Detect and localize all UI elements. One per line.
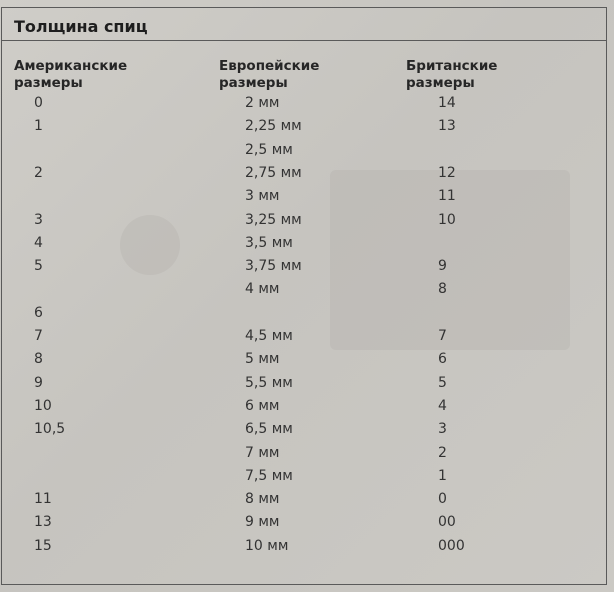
cell-american: 6 bbox=[34, 305, 43, 321]
cell-british: 10 bbox=[438, 212, 456, 228]
table-title: Толщина спиц bbox=[14, 17, 148, 36]
cell-european: 9 мм bbox=[245, 514, 280, 530]
cell-british: 8 bbox=[438, 281, 447, 297]
cell-british: 000 bbox=[438, 538, 465, 554]
cell-european: 7,5 мм bbox=[245, 468, 293, 484]
table-frame bbox=[1, 7, 607, 585]
cell-european: 2 мм bbox=[245, 95, 280, 111]
header-european-sizes bbox=[219, 58, 319, 92]
header-line: размеры bbox=[219, 75, 288, 91]
cell-european: 5,5 мм bbox=[245, 375, 293, 391]
cell-british: 2 bbox=[438, 445, 447, 461]
cell-european: 8 мм bbox=[245, 491, 280, 507]
cell-european: 3,25 мм bbox=[245, 212, 302, 228]
cell-british: 11 bbox=[438, 188, 456, 204]
cell-british: 14 bbox=[438, 95, 456, 111]
cell-american: 4 bbox=[34, 235, 43, 251]
cell-american: 7 bbox=[34, 328, 43, 344]
cell-american: 2 bbox=[34, 165, 43, 181]
cell-european: 3,75 мм bbox=[245, 258, 302, 274]
cell-european: 4 мм bbox=[245, 281, 280, 297]
title-bar bbox=[1, 7, 607, 41]
cell-american: 9 bbox=[34, 375, 43, 391]
cell-british: 12 bbox=[438, 165, 456, 181]
cell-european: 7 мм bbox=[245, 445, 280, 461]
cell-european: 2,5 мм bbox=[245, 142, 293, 158]
header-british-sizes bbox=[406, 58, 497, 92]
cell-american: 13 bbox=[34, 514, 52, 530]
cell-british: 13 bbox=[438, 118, 456, 134]
cell-american: 8 bbox=[34, 351, 43, 367]
cell-american: 1 bbox=[34, 118, 43, 134]
cell-british: 00 bbox=[438, 514, 456, 530]
header-line: размеры bbox=[14, 75, 83, 91]
cell-european: 2,25 мм bbox=[245, 118, 302, 134]
cell-european: 10 мм bbox=[245, 538, 289, 554]
cell-american: 10,5 bbox=[34, 421, 66, 437]
cell-british: 5 bbox=[438, 375, 447, 391]
header-line: размеры bbox=[406, 75, 475, 91]
cell-american: 11 bbox=[34, 491, 52, 507]
header-american-sizes bbox=[14, 58, 127, 92]
cell-european: 3 мм bbox=[245, 188, 280, 204]
cell-american: 15 bbox=[34, 538, 52, 554]
cell-european: 2,75 мм bbox=[245, 165, 302, 181]
cell-british: 0 bbox=[438, 491, 447, 507]
cell-european: 6,5 мм bbox=[245, 421, 293, 437]
cell-american: 10 bbox=[34, 398, 52, 414]
header-line: Американские bbox=[14, 58, 128, 74]
cell-american: 3 bbox=[34, 212, 43, 228]
header-line: Британские bbox=[406, 58, 498, 74]
cell-european: 5 мм bbox=[245, 351, 280, 367]
cell-british: 1 bbox=[438, 468, 447, 484]
cell-european: 6 мм bbox=[245, 398, 280, 414]
cell-british: 3 bbox=[438, 421, 447, 437]
header-line: Европейские bbox=[219, 58, 320, 74]
cell-european: 4,5 мм bbox=[245, 328, 293, 344]
cell-british: 9 bbox=[438, 258, 447, 274]
cell-british: 4 bbox=[438, 398, 447, 414]
cell-european: 3,5 мм bbox=[245, 235, 293, 251]
cell-american: 0 bbox=[34, 95, 43, 111]
cell-american: 5 bbox=[34, 258, 43, 274]
cell-british: 6 bbox=[438, 351, 447, 367]
cell-british: 7 bbox=[438, 328, 447, 344]
